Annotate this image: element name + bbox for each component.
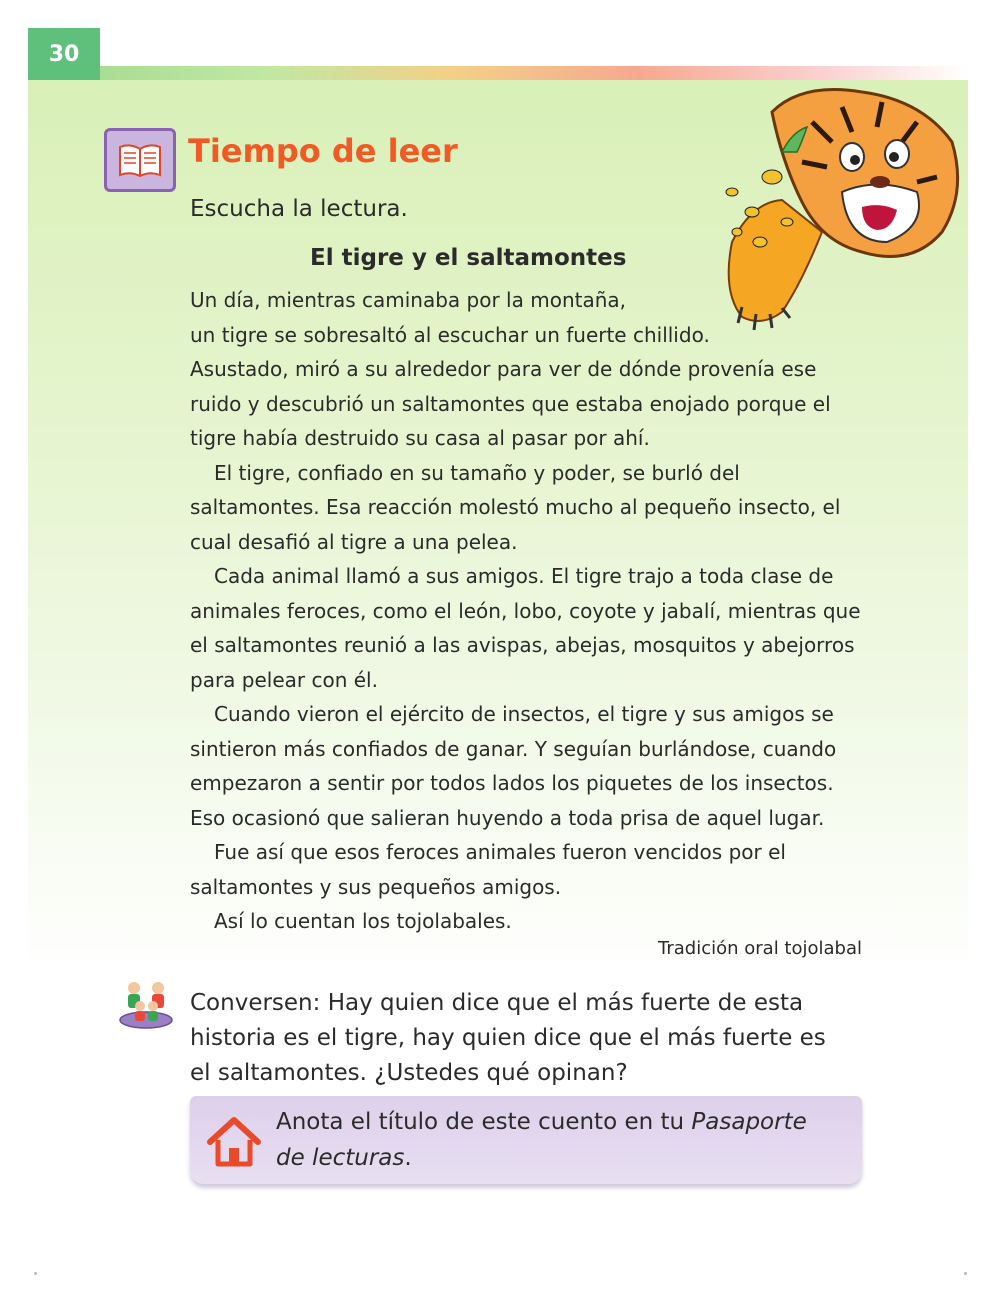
story-line: Cuando vieron el ejército de insectos, el tigre y sus amigos se bbox=[214, 702, 834, 726]
story-line: Eso ocasionó que salieran huyendo a toda prisa de aquel lugar. bbox=[190, 805, 825, 830]
story-line: un tigre se sobresaltó al escuchar un fuerte chillido. bbox=[190, 322, 710, 347]
top-color-band bbox=[28, 66, 968, 80]
story-line: Cada animal llamó a sus amigos. El tigre trajo a toda clase de bbox=[214, 564, 834, 588]
story-line: Un día, mientras caminaba por la montaña, bbox=[190, 288, 627, 312]
story-line: cual desafió al tigre a una pelea. bbox=[190, 529, 518, 554]
home-task-text-before: Anota el título de este cuento en tu bbox=[276, 1109, 692, 1135]
home-task-italic: Pasaporte de lecturas bbox=[276, 1109, 807, 1171]
story-line: tigre había destruido su casa al pasar por ahí. bbox=[190, 426, 650, 450]
story-line: Así lo cuentan los tojolabales. bbox=[214, 909, 512, 933]
conversation-prompt: Conversen: Hay quien dice que el más fuerte de esta historia es el tigre, hay quien dice que el más fuerte es el saltamontes. ¿Ustedes qué opinan? bbox=[190, 990, 826, 1086]
story-body bbox=[190, 283, 890, 939]
instruction-text: Escucha la lectura. bbox=[190, 196, 408, 222]
story-title: El tigre y el saltamontes bbox=[310, 245, 627, 271]
story-line: Fue así que esos feroces animales fueron vencidos por el bbox=[214, 840, 786, 864]
story-line: animales feroces, como el león, lobo, coyote y jabalí, mientras que bbox=[190, 598, 861, 623]
story-line: sintieron más confiados de ganar. Y seguían burlándose, cuando bbox=[190, 736, 837, 761]
section-title: Tiempo de leer bbox=[188, 132, 458, 170]
group-talk-icon bbox=[116, 978, 176, 1030]
story-line: el saltamontes reunió a las avispas, abejas, mosquitos y abejorros bbox=[190, 633, 855, 657]
story-line: saltamontes y sus pequeños amigos. bbox=[190, 874, 562, 899]
house-icon bbox=[204, 1114, 264, 1170]
home-task-text-after: . bbox=[404, 1145, 412, 1171]
story-line: para pelear con él. bbox=[190, 667, 378, 692]
crop-mark bbox=[34, 1272, 37, 1275]
story-line: Asustado, miró a su alrededor para ver de dónde provenía ese bbox=[190, 357, 817, 381]
story-line: El tigre, confiado en su tamaño y poder, se burló del bbox=[214, 460, 740, 485]
story-line: ruido y descubrió un saltamontes que estaba enojado porque el bbox=[190, 391, 831, 416]
crop-mark bbox=[964, 1272, 967, 1275]
page-number: 30 bbox=[28, 28, 100, 80]
book-icon bbox=[104, 128, 176, 192]
story-line: empezaron a sentir por todos lados los piquetes de los insectos. bbox=[190, 771, 834, 795]
home-task-box bbox=[190, 1096, 862, 1184]
story-line: saltamontes. Esa reacción molestó mucho al pequeño insecto, el bbox=[190, 495, 841, 519]
home-task-text bbox=[276, 1104, 836, 1176]
story-source: Tradición oral tojolabal bbox=[658, 938, 862, 959]
